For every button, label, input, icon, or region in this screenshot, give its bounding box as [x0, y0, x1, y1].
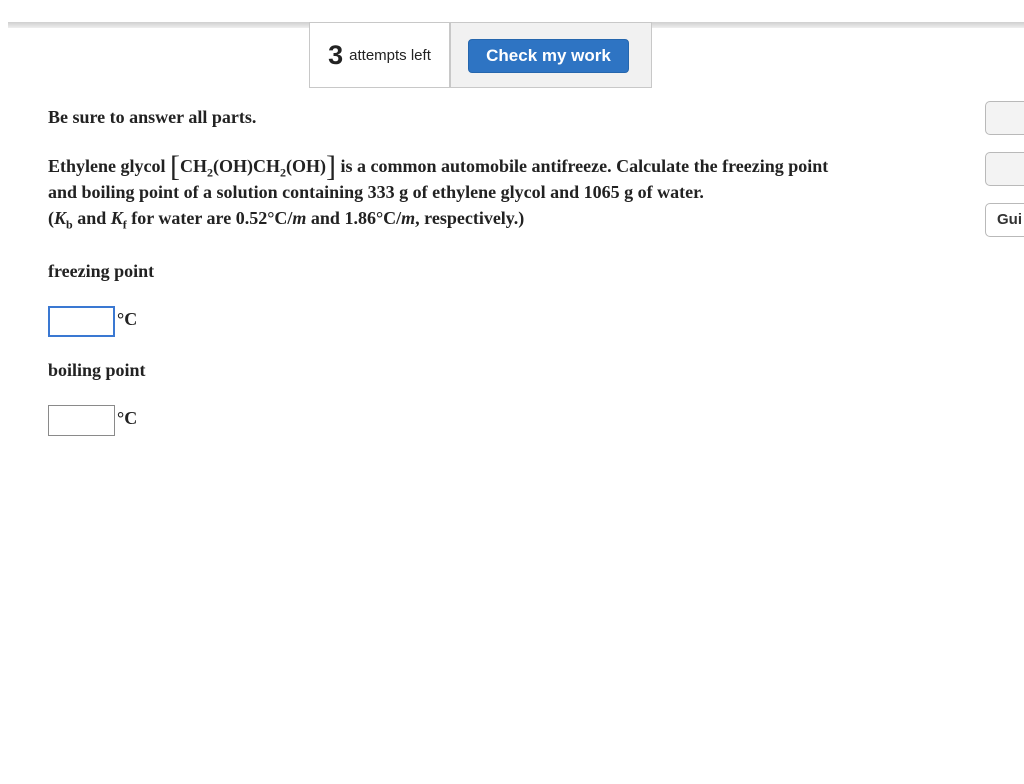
k-sub-b: b — [66, 217, 73, 232]
question-line-1 — [48, 150, 948, 183]
formula-mid2: (OH) — [286, 156, 326, 176]
check-my-work-button[interactable]: Check my work — [468, 39, 629, 73]
check-panel — [450, 22, 652, 88]
bracket-close: ] — [326, 150, 336, 183]
question-line-2: and boiling point of a solution containing 333 g of ethylene glycol and 1065 g of water. — [48, 182, 704, 202]
molality-symbol: m — [292, 208, 307, 228]
k-symbol: K — [110, 208, 123, 228]
formula-ch: CH — [180, 156, 207, 176]
question-intro: Ethylene glycol — [48, 156, 166, 176]
boiling-point-input[interactable] — [48, 405, 115, 436]
kb-value-text: for water are 0.52°C/ — [126, 208, 293, 228]
bracket-open: [ — [170, 150, 180, 183]
freezing-point-input[interactable] — [48, 306, 115, 337]
question-line1-rest: is a common automobile antifreeze. Calculate the freezing point — [336, 156, 829, 176]
boiling-point-label: boiling point — [48, 360, 146, 380]
attempts-label: attempts left — [349, 46, 431, 64]
formula-sub: 2 — [207, 165, 213, 180]
and-word: and — [72, 208, 111, 228]
k-sub-f: f — [122, 217, 127, 232]
question-line-3 — [48, 205, 948, 231]
freezing-point-label: freezing point — [48, 261, 155, 281]
kf-value-text: and 1.86°C/ — [306, 208, 402, 228]
question-line3-end: , respectively.) — [415, 208, 525, 228]
molality-symbol: m — [401, 208, 416, 228]
guided-button[interactable]: Gui — [985, 203, 1024, 237]
attempts-count: 3 — [328, 39, 344, 70]
boiling-point-unit: °C — [117, 408, 138, 428]
freezing-point-row — [48, 306, 137, 337]
side-button-1[interactable] — [985, 101, 1024, 135]
paren-open: ( — [48, 208, 54, 228]
formula-mid1: (OH)CH — [213, 156, 280, 176]
side-button-2[interactable] — [985, 152, 1024, 186]
boiling-point-row — [48, 405, 137, 436]
freezing-point-unit: °C — [117, 309, 138, 329]
instructions-text: Be sure to answer all parts. — [48, 107, 257, 127]
formula-sub: 2 — [280, 165, 286, 180]
k-symbol: K — [54, 208, 67, 228]
attempts-counter — [309, 22, 450, 88]
question-text — [48, 150, 948, 232]
